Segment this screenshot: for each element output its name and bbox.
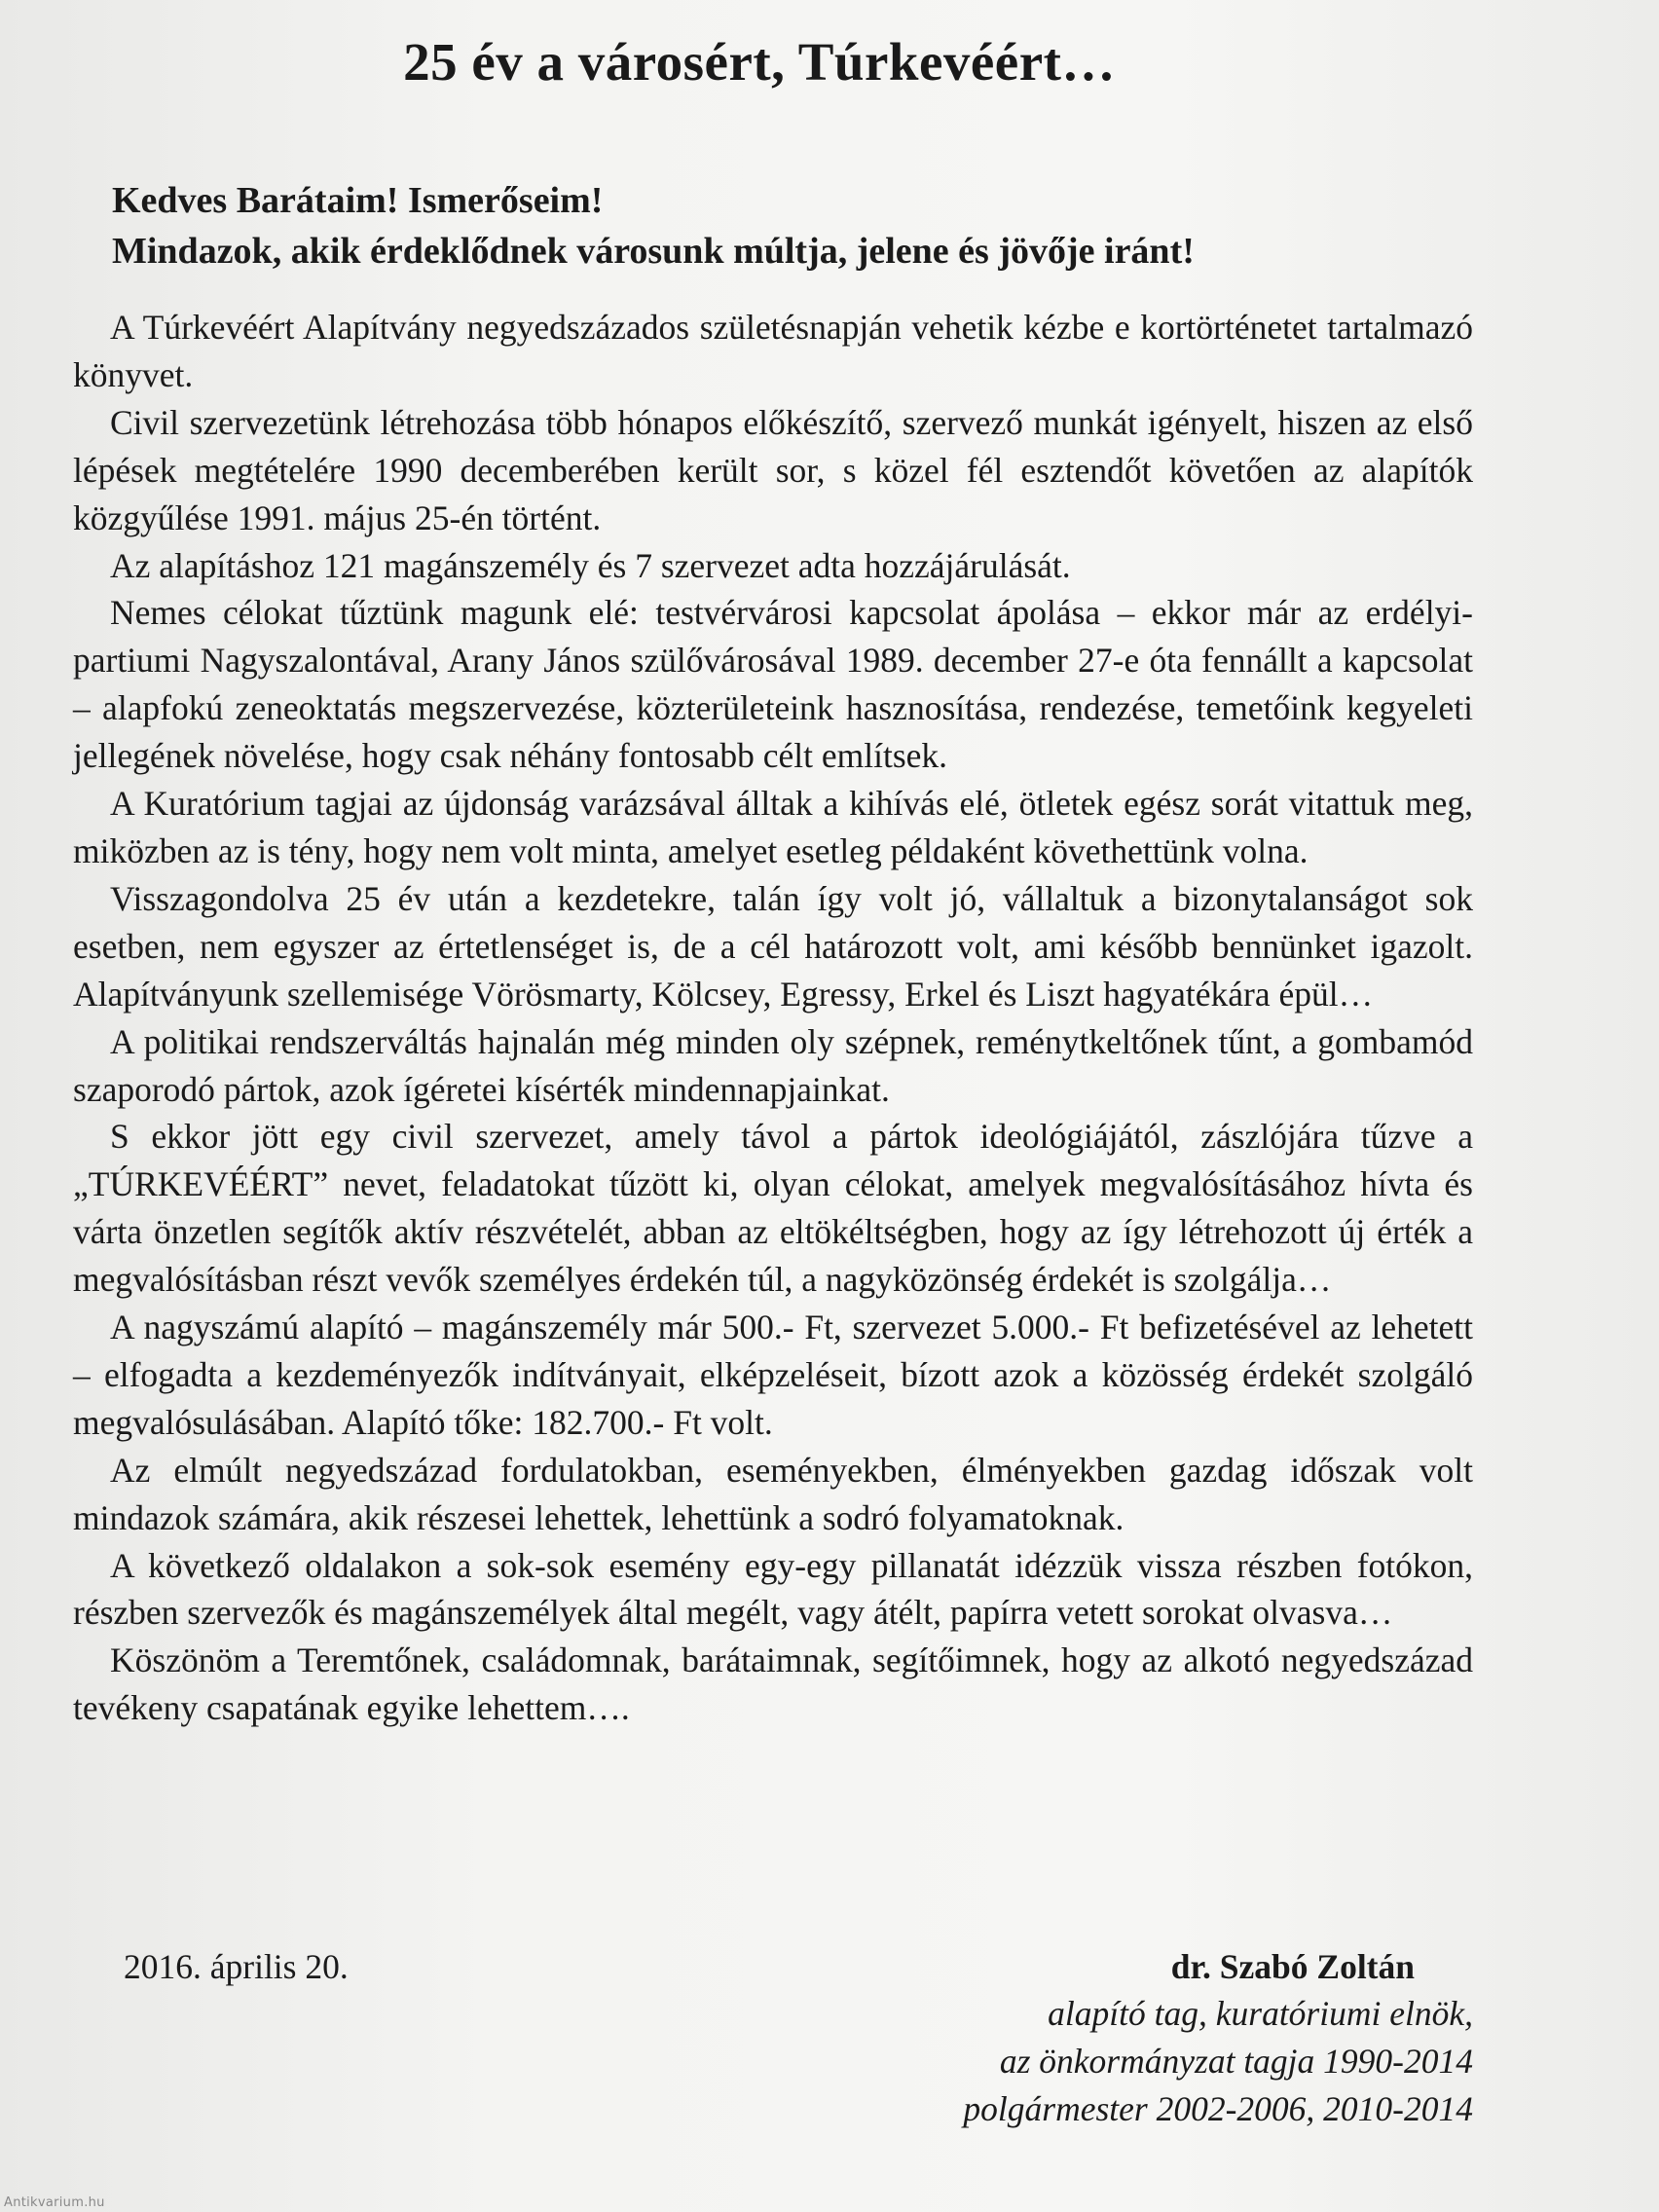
paragraph: A politikai rendszerváltás hajnalán még minden oly szépnek, reménytkeltőnek tűnt, a gombamód szaporodó pártok, azok ígéretei kísérték mindennapjainkat. bbox=[73, 1021, 1473, 1109]
salutation-line: Mindazok, akik érdeklődnek városunk múltja, jelene és jövője iránt! bbox=[112, 231, 1195, 272]
signature-name: dr. Szabó Zoltán bbox=[1170, 1947, 1415, 1986]
paragraph: A következő oldalakon a sok-sok esemény egy-egy pillanatát idézzük vissza részben fotókon, részben szervezők és magánszemélyek által megélt, vagy átélt, papírra vetett sorokat olvasva… bbox=[73, 1545, 1473, 1633]
letter-body bbox=[73, 304, 1473, 1732]
letter-date: 2016. április 20. bbox=[124, 1947, 349, 1986]
salutation-line: Kedves Barátaim! Ismerőseim! bbox=[112, 180, 604, 221]
paragraph: Az alapításhoz 121 magánszemély és 7 szervezet adta hozzájárulását. bbox=[110, 545, 1071, 585]
paragraph: A Túrkevéért Alapítvány negyedszázados születésnapján vehetik kézbe e kortörténetet tartalmazó könyvet. bbox=[73, 308, 1473, 394]
signature-role: az önkormányzat tagja 1990-2014 bbox=[999, 2042, 1473, 2081]
paragraph: Köszönöm a Teremtőnek, családomnak, barátaimnak, segítőimnek, hogy az alkotó negyedszázad tevékeny csapatának egyike lehettem…. bbox=[73, 1641, 1473, 1728]
document-title: 25 év a városért, Túrkevéért… bbox=[403, 32, 1116, 92]
watermark: Antikvarium.hu bbox=[4, 2195, 105, 2210]
paragraph: A nagyszámú alapító – magánszemély már 500.- Ft, szervezet 5.000.- Ft befizetésével az lehetett – elfogadta a kezdeményezők indítványait, elképzeléseit, bízott azok a közösség érdekét szolgáló megvalósulásában. Alapító tőke: 182.700.- Ft volt. bbox=[73, 1308, 1473, 1442]
paragraph: S ekkor jött egy civil szervezet, amely távol a pártok ideológiájától, zászlójára tűzve a „TÚRKEVÉÉRT” nevet, feladatokat tűzött ki, olyan célokat, amelyek megvalósításához hívta és várta önzetlen segítők aktív részvételét, abban az eltökéltségben, hogy az így létrehozott új érték a megvalósításban részt vevők személyes érdekén túl, a nagyközönség érdekét is szolgálja… bbox=[73, 1117, 1473, 1300]
signature-role: polgármester 2002-2006, 2010-2014 bbox=[963, 2089, 1473, 2128]
signature-block bbox=[963, 1943, 1473, 2133]
paragraph: Civil szervezetünk létrehozása több hónapos előkészítő, szervező munkát igényelt, hiszen az első lépések megtételére 1990 decemberében került sor, s közel fél esztendőt követően az alapítók közgyűlése 1991. május 25-én történt. bbox=[73, 402, 1473, 537]
paragraph: Visszagondolva 25 év után a kezdetekre, talán így volt jó, vállaltuk a bizonytalanságot sok esetben, nem egyszer az értetlenséget is, de a cél határozott volt, ami később bennünket igazolt. Alapítványunk szellemisége Vörösmarty, Kölcsey, Egressy, Erkel és Liszt hagyatékára épül… bbox=[73, 878, 1473, 1014]
paragraph: A Kuratórium tagjai az újdonság varázsával álltak a kihívás elé, ötletek egész sorát vitattuk meg, miközben az is tény, hogy nem volt minta, amelyet esetleg példaként követhettünk volna. bbox=[73, 784, 1473, 870]
signature-role: alapító tag, kuratóriumi elnök, bbox=[1048, 1994, 1473, 2033]
salutation bbox=[112, 175, 1475, 276]
paragraph: Nemes célokat tűztünk magunk elé: testvérvárosi kapcsolat ápolása – ekkor már az erdélyi-partiumi Nagyszalontával, Arany János szülővárosával 1989. december 27-e óta fennállt a kapcsolat – alapfokú zeneoktatás megszervezése, közterületeink hasznosítása, rendezése, temetőink kegyeleti jellegének növelése, hogy csak néhány fontosabb célt említsek. bbox=[73, 593, 1473, 776]
paragraph: Az elmúlt negyedszázad fordulatokban, eseményekben, élményekben gazdag időszak volt mindazok számára, akik részesei lehettek, lehettünk a sodró folyamatoknak. bbox=[73, 1450, 1473, 1537]
